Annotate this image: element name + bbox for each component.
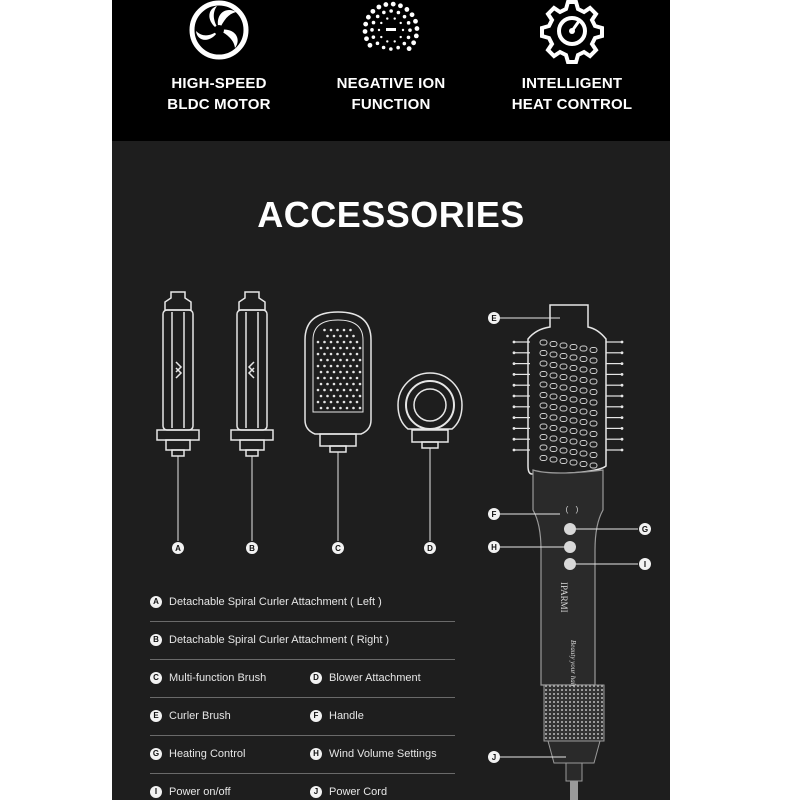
legend-row <box>150 659 455 698</box>
legend-label: Detachable Spiral Curler Attachment ( Left ) <box>169 596 382 608</box>
legend-label: Detachable Spiral Curler Attachment ( Right ) <box>169 634 390 646</box>
letter-c: C <box>335 544 341 553</box>
power-button <box>564 558 576 570</box>
letter-a: A <box>175 544 181 553</box>
feature-line-2: FUNCTION <box>351 96 431 113</box>
legend-letter-badge: D <box>310 672 322 684</box>
letter-badge-c <box>332 542 344 554</box>
page-title: ACCESSORIES <box>257 194 525 235</box>
legend-row <box>150 621 455 660</box>
multi-function-brush-drawing <box>305 312 371 452</box>
letter-d: D <box>427 544 433 553</box>
feature-line-1: HIGH-SPEED <box>171 75 267 92</box>
legend-item-a <box>150 583 382 621</box>
letter-h: H <box>491 543 497 552</box>
letter-j: J <box>491 753 497 762</box>
svg-text:( ): ( ) <box>564 506 580 515</box>
feature-line-2: HEAT CONTROL <box>511 96 633 113</box>
legend-letter-badge: A <box>150 596 162 608</box>
script-text: Beauty your hair <box>569 640 577 688</box>
legend-row <box>150 773 455 811</box>
legend-letter-badge: H <box>310 748 322 760</box>
legend-letter-badge: B <box>150 634 162 646</box>
letter-badge-b <box>246 542 258 554</box>
feature-line-1: INTELLIGENT <box>521 75 623 92</box>
legend-item-e <box>150 697 231 735</box>
legend-row <box>150 697 455 736</box>
legend-letter-badge: C <box>150 672 162 684</box>
feature-line-2: BLDC MOTOR <box>167 96 271 113</box>
legend-item-j <box>310 773 387 811</box>
letter-f: F <box>491 510 497 519</box>
legend-label: Power on/off <box>169 786 231 798</box>
heating-control-button <box>564 523 576 535</box>
legend-item-c <box>150 659 266 697</box>
legend-label: Heating Control <box>169 748 246 760</box>
legend-item-g <box>150 735 245 773</box>
spiral-curler-right-drawing <box>231 292 273 456</box>
legend-label: Wind Volume Settings <box>329 748 437 760</box>
letter-badge-e <box>488 312 500 324</box>
legend-letter-badge: I <box>150 786 162 798</box>
blower-attachment-drawing <box>398 373 462 448</box>
legend-letter-badge: G <box>150 748 162 760</box>
hot-air-brush-drawing <box>513 305 624 800</box>
letter-g: G <box>641 525 649 534</box>
legend-label: Handle <box>329 710 364 722</box>
legend-label: Curler Brush <box>169 710 231 722</box>
letter-b: B <box>249 544 255 553</box>
letter-badge-d <box>424 542 436 554</box>
legend-row <box>150 583 455 622</box>
letter-e: E <box>491 314 497 323</box>
letter-badge-f <box>488 508 500 520</box>
letter-badge-i <box>639 558 651 570</box>
legend-item-i <box>150 773 231 811</box>
legend-label: Power Cord <box>329 786 388 798</box>
legend-item-h <box>310 735 437 773</box>
legend-row <box>150 735 455 774</box>
legend-letter-badge: E <box>150 710 162 722</box>
wind-volume-button <box>564 541 576 553</box>
legend-item-f <box>310 697 364 735</box>
legend-letter-badge: J <box>310 786 322 798</box>
legend-item-d <box>310 659 421 697</box>
brand-text: IPARMI <box>559 582 569 613</box>
letter-badge-g <box>639 523 651 535</box>
spiral-curler-left-drawing <box>157 292 199 456</box>
letter-badge-h <box>488 541 500 553</box>
letter-i: I <box>643 560 647 569</box>
letter-badge-a <box>172 542 184 554</box>
letter-badge-j <box>488 751 500 763</box>
legend-label: Multi-function Brush <box>169 672 267 684</box>
legend-item-b <box>150 621 389 659</box>
legend-label: Blower Attachment <box>329 672 421 684</box>
feature-line-1: NEGATIVE ION <box>336 75 446 92</box>
legend-letter-badge: F <box>310 710 322 722</box>
